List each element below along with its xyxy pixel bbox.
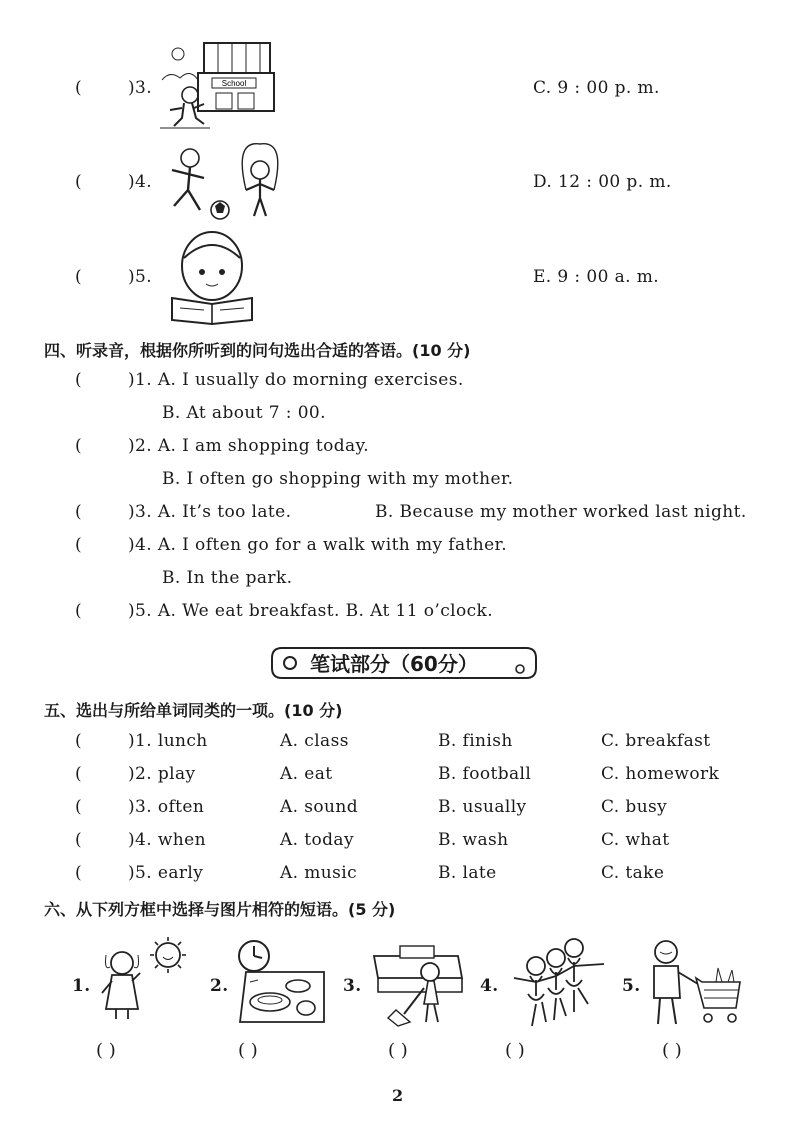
question-line: )1. A. I usually do morning exercises. <box>128 370 464 390</box>
item-number: )5. <box>128 267 153 287</box>
answer-paren-open: ( <box>75 172 83 192</box>
answer-blank[interactable]: ( ) <box>388 1040 408 1061</box>
written-section-title: 笔试部分（60分） <box>310 652 478 676</box>
question-line: B. I often go shopping with my mother. <box>162 469 514 489</box>
given-word: )2. play <box>128 764 196 784</box>
answer-blank[interactable]: ( ) <box>96 1040 116 1061</box>
option-c: C. busy <box>601 797 668 817</box>
option-c: C. breakfast <box>601 731 711 751</box>
time-option: C. 9 : 00 p. m. <box>533 78 660 98</box>
option-b: B. finish <box>438 731 513 751</box>
answer-blank[interactable]: ( ) <box>238 1040 258 1061</box>
given-word: )1. lunch <box>128 731 208 751</box>
question-line: )2. A. I am shopping today. <box>128 436 370 456</box>
question-line: )3. A. It’s too late. <box>128 502 292 522</box>
option-a: A. sound <box>280 797 359 817</box>
dancing-children-illustration <box>508 936 612 1030</box>
picture-number: 2. <box>210 976 229 996</box>
option-a: A. music <box>280 863 358 883</box>
section-4-heading: 四、听录音，根据你所听到的问句选出合适的答语。(10 分) <box>44 341 471 360</box>
answer-paren-open: ( <box>75 535 83 555</box>
option-b: B. late <box>438 863 497 883</box>
option-b: B. wash <box>438 830 509 850</box>
answer-paren-open: ( <box>75 601 83 621</box>
option-b: B. usually <box>438 797 527 817</box>
answer-paren-open: ( <box>75 830 83 850</box>
girl-sunny-illustration <box>96 935 192 1021</box>
option-a: A. eat <box>280 764 333 784</box>
given-word: )4. when <box>128 830 206 850</box>
given-word: )5. early <box>128 863 204 883</box>
sports-illustration <box>160 140 290 222</box>
item-number: )4. <box>128 172 153 192</box>
school-illustration <box>160 40 275 130</box>
answer-blank[interactable]: ( ) <box>505 1040 525 1061</box>
school-sign: School <box>221 79 247 88</box>
page-number: 2 <box>392 1086 404 1105</box>
option-c: C. what <box>601 830 670 850</box>
answer-paren-open: ( <box>75 764 83 784</box>
section-6-heading: 六、从下列方框中选择与图片相符的短语。(5 分) <box>44 900 396 919</box>
time-option: D. 12 : 00 p. m. <box>533 172 672 192</box>
question-line: )4. A. I often go for a walk with my father. <box>128 535 508 555</box>
picture-number: 3. <box>343 976 362 996</box>
question-line: B. In the park. <box>162 568 293 588</box>
answer-blank[interactable]: ( ) <box>662 1040 682 1061</box>
item-number: )3. <box>128 78 153 98</box>
option-c: C. take <box>601 863 665 883</box>
given-word: )3. often <box>128 797 205 817</box>
picture-number: 1. <box>72 976 91 996</box>
picture-number: 4. <box>480 976 499 996</box>
option-a: A. today <box>280 830 354 850</box>
breakfast-clock-illustration <box>236 938 328 1026</box>
answer-paren-open: ( <box>75 436 83 456</box>
answer-paren-open: ( <box>75 731 83 751</box>
shopping-man-illustration <box>646 938 742 1026</box>
cleaning-room-illustration <box>370 942 466 1028</box>
section-5-heading: 五、选出与所给单词同类的一项。(10 分) <box>44 701 343 720</box>
answer-paren-open: ( <box>75 863 83 883</box>
question-line: B. At about 7 : 00. <box>162 403 326 423</box>
reading-girl-illustration <box>168 228 260 326</box>
answer-paren-open: ( <box>75 267 83 287</box>
picture-number: 5. <box>622 976 641 996</box>
question-line-option-b: B. Because my mother worked last night. <box>375 502 747 522</box>
question-line: )5. A. We eat breakfast. B. At 11 o’clock. <box>128 601 494 621</box>
time-option: E. 9 : 00 a. m. <box>533 267 660 287</box>
answer-paren-open: ( <box>75 78 83 98</box>
answer-paren-open: ( <box>75 370 83 390</box>
option-a: A. class <box>280 731 349 751</box>
answer-paren-open: ( <box>75 797 83 817</box>
option-b: B. football <box>438 764 532 784</box>
answer-paren-open: ( <box>75 502 83 522</box>
option-c: C. homework <box>601 764 720 784</box>
